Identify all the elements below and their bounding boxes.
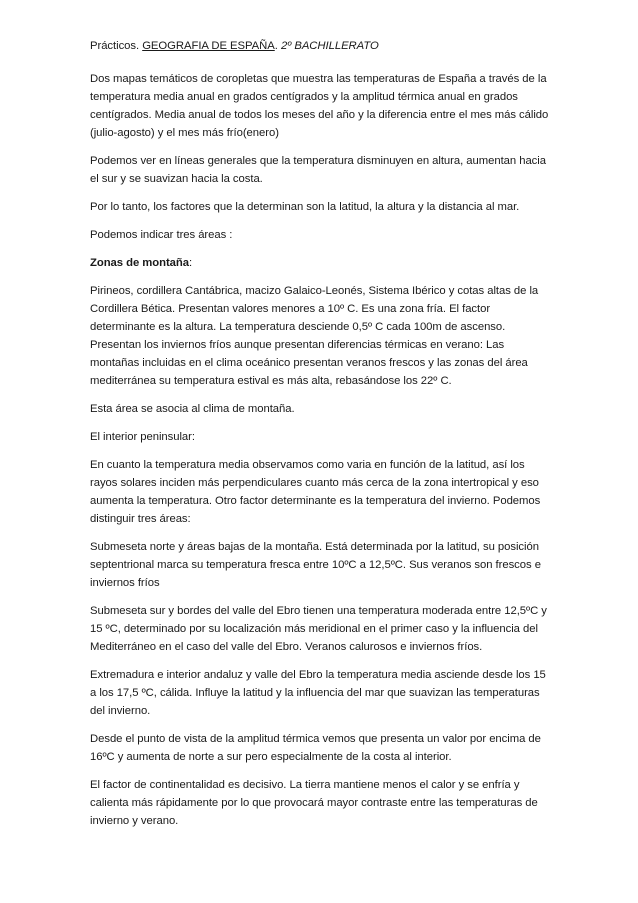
interior-north-paragraph: Submeseta norte y áreas bajas de la montaña. Está determinada por la latitud, su posición septentrional marca su temperatura fresca entre 10ºC a 12,5ºC. Sus veranos son frescos e inviernos fríos	[90, 541, 541, 589]
mountain-note-paragraph: Esta área se asocia al clima de montaña.	[90, 403, 295, 415]
header-level: 2º BACHILLERATO	[280, 40, 379, 52]
interior-south-paragraph: Submeseta sur y bordes del valle del Ebro tienen una temperatura moderada entre 12,5ºC y 15 ºC, determinado por su localización más meridional en el primer caso y la influencia del Mediterráneo en el caso del valle del Ebro. Veranos calurosos e inviernos fríos.	[90, 605, 547, 653]
document-header	[90, 37, 552, 55]
general-trend-paragraph: Podemos ver en líneas generales que la temperatura disminuyen en altura, aumentan hacia el sur y se suavizan hacia la costa.	[90, 155, 546, 185]
header-prefix: Prácticos.	[90, 40, 143, 52]
mountain-colon: :	[189, 257, 193, 269]
interior-heading: El interior peninsular:	[90, 431, 195, 443]
header-subject: GEOGRAFIA DE ESPAÑA	[142, 40, 275, 52]
mountain-heading	[90, 254, 552, 272]
header-separator: .	[274, 40, 281, 52]
document-body	[90, 37, 552, 840]
areas-paragraph: Podemos indicar tres áreas :	[90, 229, 233, 241]
factors-paragraph: Por lo tanto, los factores que la determinan son la latitud, la altura y la distancia al mar.	[90, 201, 520, 213]
interior-intro-paragraph: En cuanto la temperatura media observamos como varia en función de la latitud, así los rayos solares inciden más perpendiculares cuanto más cerca de la zona intertropical y eso aumenta la temperatura. Otro factor determinante es la temperatura del invierno. Podemos distinguir tres áreas:	[90, 459, 541, 525]
interior-extremadura-paragraph: Extremadura e interior andaluz y valle del Ebro la temperatura media asciende desde los 15 a los 17,5 ºC, cálida. Influye la latitud y la influencia del mar que suavizan las temperaturas del invierno.	[90, 669, 546, 717]
mountain-title: Zonas de montaña	[90, 257, 190, 269]
intro-paragraph: Dos mapas temáticos de coropletas que muestra las temperaturas de España a través de la temperatura media anual en grados centígrados y la amplitud térmica anual en grados centígrados. Media anual de todos los meses del año y la diferencia entre el mes más cálido (julio-agosto) y el mes más frío(enero)	[90, 73, 549, 139]
mountain-body-paragraph: Pirineos, cordillera Cantábrica, macizo Galaico-Leonés, Sistema Ibérico y cotas altas de la Cordillera Bética. Presentan valores menores a 10º C. Es una zona fría. El factor determinante es la altura. La temperatura desciende 0,5º C cada 100m de ascenso. Presentan los inviernos fríos aunque presentan diferencias térmicas en verano: Las montañas incluidas en el clima oceánico presentan veranos frescos y las zonas del área mediterránea su temperatura estival es más alta, rebasándose los 22º C.	[90, 285, 539, 387]
continentality-paragraph: El factor de continentalidad es decisivo. La tierra mantiene menos el calor y se enfría y calienta más rápidamente por lo que provocará mayor contraste entre las temperaturas de invierno y verano.	[90, 779, 538, 827]
amplitude-paragraph: Desde el punto de vista de la amplitud térmica vemos que presenta un valor por encima de 16ºC y aumenta de norte a sur pero especialmente de la costa al interior.	[90, 733, 541, 763]
